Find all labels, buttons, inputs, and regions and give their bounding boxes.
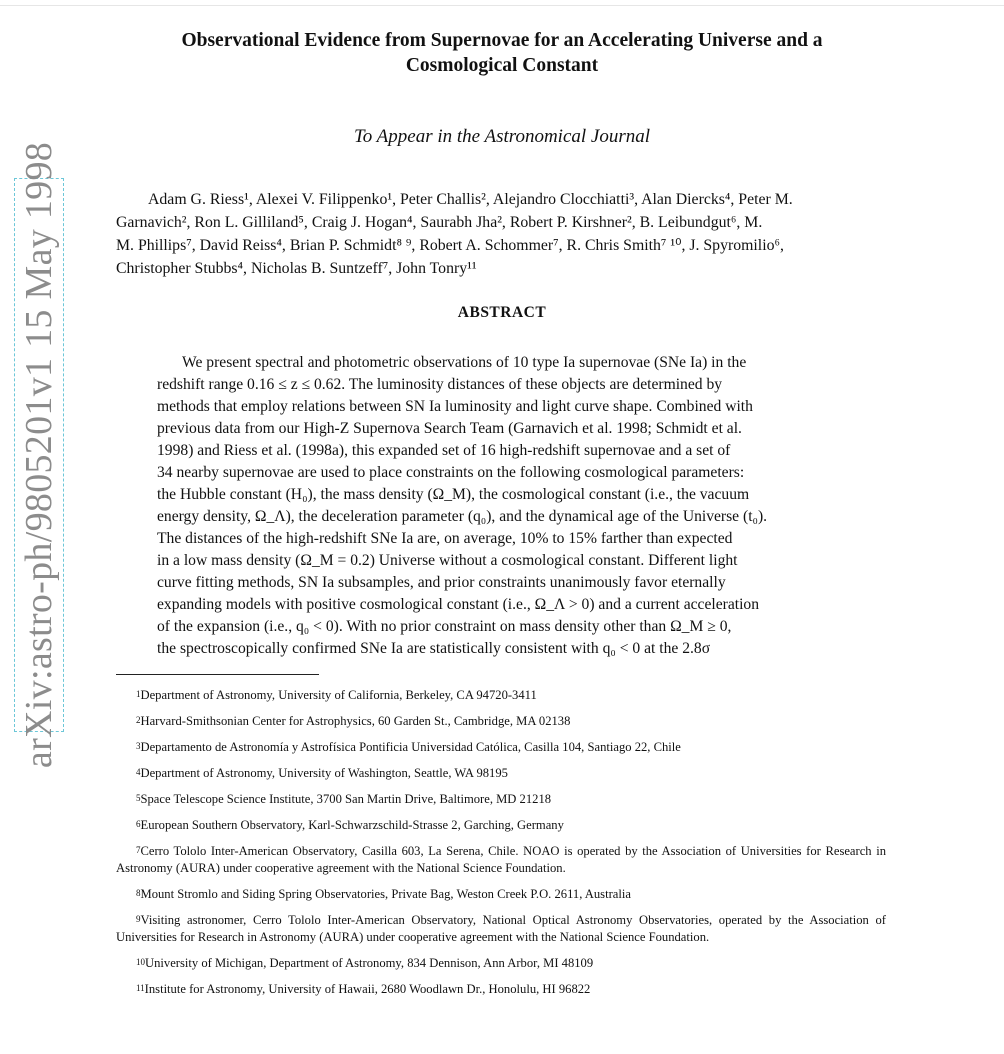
- footnote-text: Institute for Astronomy, University of Hawaii, 2680 Woodlawn Dr., Honolulu, HI 96822: [144, 982, 591, 996]
- author-line: Christopher Stubbs⁴, Nicholas B. Suntzeff⁷, John Tonry¹¹: [116, 260, 477, 277]
- footnotes: [116, 687, 886, 1007]
- footnote: [116, 765, 886, 782]
- footnote-number: 5: [136, 793, 141, 803]
- abstract-line: energy density, Ω_Λ), the deceleration parameter (q₀), and the dynamical age of the Universe (t₀).: [157, 508, 768, 525]
- abstract-line: previous data from our High-Z Supernova Search Team (Garnavich et al. 1998; Schmidt et al.: [157, 420, 742, 437]
- footnote-number: 2: [136, 715, 141, 725]
- arxiv-identifier: arXiv:astro-ph/9805201v1 15 May 1998: [18, 141, 60, 769]
- footnote: [116, 912, 886, 946]
- footnote-number: 6: [136, 819, 141, 829]
- footnote: [116, 981, 886, 998]
- footnote-number: 9: [136, 914, 141, 924]
- footnote-number: 3: [136, 741, 141, 751]
- footnote-number: 10: [136, 957, 145, 967]
- footnote-number: 8: [136, 888, 141, 898]
- footnote-text: Mount Stromlo and Siding Spring Observatories, Private Bag, Weston Creek P.O. 2611, Australia: [140, 887, 631, 901]
- abstract-line: redshift range 0.16 ≤ z ≤ 0.62. The luminosity distances of these objects are determined by: [157, 376, 723, 393]
- footnote: [116, 886, 886, 903]
- footnote-text: Departamento de Astronomía y Astrofísica Pontificia Universidad Católica, Casilla 104, Santiago 22, Chile: [140, 740, 681, 754]
- page-top-border: [0, 5, 1004, 6]
- abstract-line: in a low mass density (Ω_M = 0.2) Universe without a cosmological constant. Different light: [157, 552, 738, 569]
- arxiv-sidebar-stamp[interactable]: [14, 141, 64, 769]
- abstract-heading: ABSTRACT: [457, 304, 547, 321]
- publication-note: To Appear in the Astronomical Journal: [353, 126, 651, 147]
- footnote-number: 4: [136, 767, 141, 777]
- footnote-text: European Southern Observatory, Karl-Schwarzschild-Strasse 2, Garching, Germany: [140, 818, 564, 832]
- abstract-line: The distances of the high-redshift SNe Ia are, on average, 10% to 15% farther than expected: [157, 530, 733, 547]
- footnote: [116, 739, 886, 756]
- footnote-text: Harvard-Smithsonian Center for Astrophysics, 60 Garden St., Cambridge, MA 02138: [140, 714, 571, 728]
- footnote: [116, 843, 886, 877]
- footnote: [116, 817, 886, 834]
- abstract-line: curve fitting methods, SN Ia subsamples, and prior constraints unanimously favor eternally: [157, 574, 726, 591]
- footnote: [116, 791, 886, 808]
- author-line: Garnavich², Ron L. Gilliland⁵, Craig J. Hogan⁴, Saurabh Jha², Robert P. Kirshner², B. Leibundgut⁶, M.: [116, 214, 763, 231]
- abstract-line: 34 nearby supernovae are used to place constraints on the following cosmological parameters:: [157, 464, 745, 481]
- abstract-line: the Hubble constant (H₀), the mass density (Ω_M), the cosmological constant (i.e., the vacuum: [157, 486, 750, 503]
- footnote: [116, 713, 886, 730]
- paper-title-line-1: Observational Evidence from Supernovae for an Accelerating Universe and a: [181, 30, 823, 51]
- paper-title-line-2: Cosmological Constant: [405, 55, 599, 76]
- abstract-line: 1998) and Riess et al. (1998a), this expanded set of 16 high-redshift supernovae and a set of: [157, 442, 731, 459]
- paper-title: [110, 28, 894, 78]
- abstract-line: expanding models with positive cosmological constant (i.e., Ω_Λ > 0) and a current acceleration: [157, 596, 760, 613]
- footnote-text: Cerro Tololo Inter-American Observatory, Casilla 603, La Serena, Chile. NOAO is operated by the Association of Universities for Research in Astronomy (AURA) under cooperative agreement with the National Science Foundation.: [116, 844, 886, 875]
- abstract-line: of the expansion (i.e., q₀ < 0). With no prior constraint on mass density other than Ω_M ≥ 0,: [157, 618, 732, 635]
- footnote-number: 11: [136, 983, 145, 993]
- footnote-text: Visiting astronomer, Cerro Tololo Inter-American Observatory, National Optical Astronomy Observatories, operated by the Association of Universities for Research in Astronomy (AURA) under cooperative agreement with the National Science Foundation.: [116, 913, 886, 944]
- footnote: [116, 955, 886, 972]
- abstract-line: methods that employ relations between SN Ia luminosity and light curve shape. Combined with: [157, 398, 753, 415]
- footnote: [116, 687, 886, 704]
- footnote-number: 7: [136, 845, 141, 855]
- author-line: M. Phillips⁷, David Reiss⁴, Brian P. Schmidt⁸ ⁹, Robert A. Schommer⁷, R. Chris Smith⁷ ¹⁰, J. Spyromilio⁶,: [116, 237, 784, 254]
- footnote-text: University of Michigan, Department of Astronomy, 834 Dennison, Ann Arbor, MI 48109: [145, 956, 594, 970]
- footnote-number: 1: [136, 689, 141, 699]
- footnote-text: Space Telescope Science Institute, 3700 San Martin Drive, Baltimore, MD 21218: [140, 792, 552, 806]
- footnote-separator: [116, 674, 319, 675]
- author-line: Adam G. Riess¹, Alexei V. Filippenko¹, Peter Challis², Alejandro Clocchiatti³, Alan Diercks⁴, Peter M.: [148, 191, 793, 208]
- abstract-line: We present spectral and photometric observations of 10 type Ia supernovae (SNe Ia) in the: [182, 354, 747, 371]
- footnote-text: Department of Astronomy, University of California, Berkeley, CA 94720-3411: [140, 688, 537, 702]
- abstract-body: [157, 352, 849, 660]
- footnote-text: Department of Astronomy, University of Washington, Seattle, WA 98195: [140, 766, 508, 780]
- author-list: [116, 188, 890, 280]
- abstract-line: the spectroscopically confirmed SNe Ia are statistically consistent with q₀ < 0 at the 2.8σ: [157, 640, 711, 657]
